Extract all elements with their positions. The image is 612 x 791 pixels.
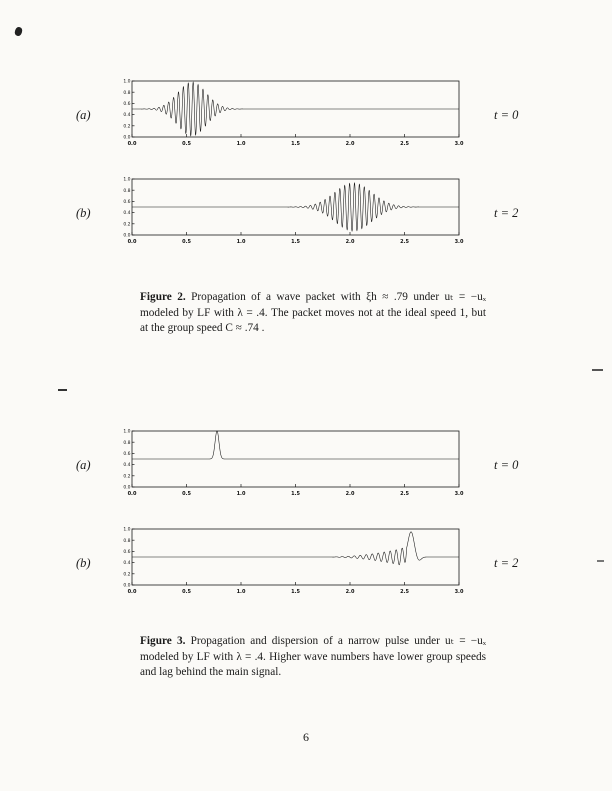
svg-text:0.6: 0.6 xyxy=(123,550,131,555)
svg-text:0.0: 0.0 xyxy=(127,141,137,147)
svg-text:3.0: 3.0 xyxy=(454,141,464,147)
svg-text:0.6: 0.6 xyxy=(123,200,131,205)
svg-text:0.4: 0.4 xyxy=(123,211,131,217)
svg-text:0.0: 0.0 xyxy=(127,239,137,245)
svg-text:0.2: 0.2 xyxy=(123,124,131,130)
figure2-subplot-a-chart xyxy=(118,78,466,152)
svg-text:0.4: 0.4 xyxy=(123,463,131,469)
svg-text:0.0: 0.0 xyxy=(123,233,131,239)
svg-text:1.5: 1.5 xyxy=(291,491,300,497)
svg-text:1.0: 1.0 xyxy=(236,589,246,595)
scan-artifact xyxy=(14,26,23,37)
svg-text:0.2: 0.2 xyxy=(123,222,131,228)
figure2-subplot-a-time: t = 0 xyxy=(494,107,519,122)
svg-text:0.5: 0.5 xyxy=(182,491,191,497)
figure3-caption-label: Figure 3. xyxy=(140,635,186,647)
svg-text:2.0: 2.0 xyxy=(345,239,355,245)
figure2-subplot-a-row xyxy=(76,78,518,152)
svg-text:0.8: 0.8 xyxy=(123,440,131,446)
figure3-subplot-a-row xyxy=(76,428,518,502)
svg-text:3.0: 3.0 xyxy=(454,589,464,595)
page-number: 6 xyxy=(303,730,309,744)
svg-text:2.5: 2.5 xyxy=(400,141,409,147)
figure3-subplot-a-label: (a) xyxy=(76,457,91,472)
svg-text:0.4: 0.4 xyxy=(123,561,131,567)
svg-text:0.8: 0.8 xyxy=(123,188,131,194)
svg-text:1.5: 1.5 xyxy=(291,239,300,245)
figure3-caption xyxy=(140,634,486,681)
svg-text:0.0: 0.0 xyxy=(123,583,131,589)
figure2-caption-label: Figure 2. xyxy=(140,291,186,303)
svg-text:0.8: 0.8 xyxy=(123,538,131,544)
figure2-subplot-b-time: t = 2 xyxy=(494,205,519,220)
figure2-subplot-b-row xyxy=(76,176,518,250)
svg-text:0.8: 0.8 xyxy=(123,90,131,96)
svg-text:2.5: 2.5 xyxy=(400,239,409,245)
svg-text:0.6: 0.6 xyxy=(123,452,131,457)
scan-artifact xyxy=(58,389,67,391)
scan-artifact xyxy=(597,560,604,562)
figure2-subplot-b-label: (b) xyxy=(76,205,91,220)
svg-text:0.4: 0.4 xyxy=(123,113,131,119)
svg-text:0.0: 0.0 xyxy=(127,491,137,497)
svg-text:2.5: 2.5 xyxy=(400,491,409,497)
svg-text:0.0: 0.0 xyxy=(123,485,131,491)
svg-text:0.0: 0.0 xyxy=(123,135,131,141)
figure3-subplot-b-time: t = 2 xyxy=(494,555,519,570)
svg-text:2.0: 2.0 xyxy=(345,589,355,595)
figure3-caption-text: Propagation and dispersion of a narrow pulse under uₜ = −uₓ modeled by LF with λ = .4. Higher wave numbers have lower group speeds and lag behind the main signal. xyxy=(140,635,487,679)
svg-text:1.0: 1.0 xyxy=(123,177,131,183)
figure2-subplot-b-chart xyxy=(118,176,466,250)
svg-text:2.0: 2.0 xyxy=(345,491,355,497)
svg-text:1.0: 1.0 xyxy=(123,527,131,533)
figure3-subplot-b-chart xyxy=(118,526,466,600)
svg-text:0.0: 0.0 xyxy=(127,589,137,595)
svg-text:2.5: 2.5 xyxy=(400,589,409,595)
svg-text:3.0: 3.0 xyxy=(454,491,464,497)
figure2-caption xyxy=(140,290,486,337)
figure2-caption-text: Propagation of a wave packet with ξh ≈ .79 under uₜ = −uₓ modeled by LF with λ = .4. The packet moves not at the ideal speed 1, but at the group speed C ≈ .74 . xyxy=(140,291,486,335)
svg-text:1.0: 1.0 xyxy=(236,239,246,245)
figure2-subplot-a-label: (a) xyxy=(76,107,91,122)
svg-text:1.5: 1.5 xyxy=(291,141,300,147)
svg-text:0.2: 0.2 xyxy=(123,474,131,480)
svg-text:2.0: 2.0 xyxy=(345,141,355,147)
svg-text:1.0: 1.0 xyxy=(123,79,131,85)
svg-text:3.0: 3.0 xyxy=(454,239,464,245)
svg-text:1.0: 1.0 xyxy=(123,429,131,435)
svg-text:1.5: 1.5 xyxy=(291,589,300,595)
svg-text:0.6: 0.6 xyxy=(123,102,131,107)
svg-text:1.0: 1.0 xyxy=(236,141,246,147)
figure3-subplot-b-label: (b) xyxy=(76,555,91,570)
svg-text:0.5: 0.5 xyxy=(182,141,191,147)
figure3-subplot-b-row xyxy=(76,526,518,600)
svg-text:1.0: 1.0 xyxy=(236,491,246,497)
svg-text:0.2: 0.2 xyxy=(123,572,131,578)
figure3-subplot-a-time: t = 0 xyxy=(494,457,519,472)
scan-artifact xyxy=(592,369,603,371)
svg-text:0.5: 0.5 xyxy=(182,239,191,245)
svg-text:0.5: 0.5 xyxy=(182,589,191,595)
figure3-subplot-a-chart xyxy=(118,428,466,502)
